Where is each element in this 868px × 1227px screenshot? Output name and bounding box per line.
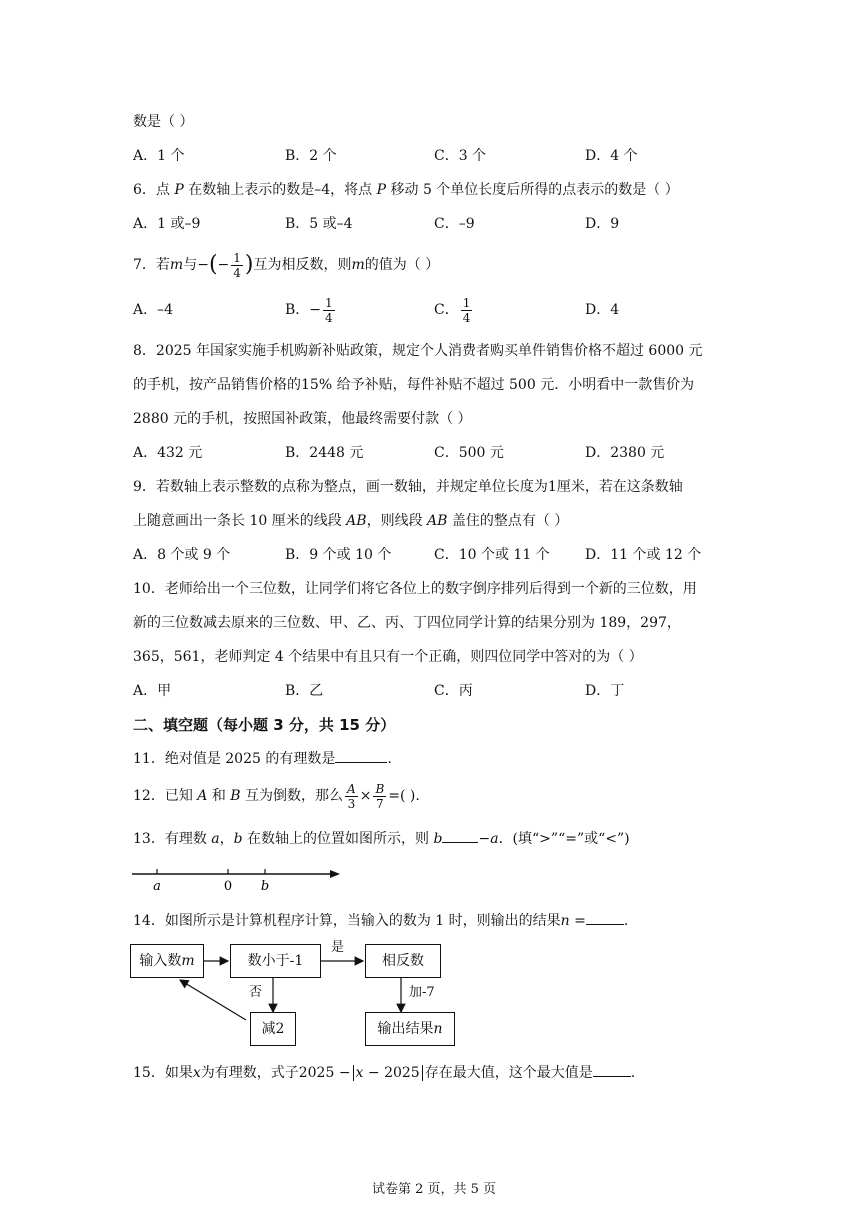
page-footer: 试卷第 2 页，共 5 页 — [371, 1182, 497, 1197]
q8-line-3: 2880 元的手机，按照国补政策，他最终需要付款（ ） — [133, 411, 472, 427]
axis-label-b: b — [260, 879, 270, 894]
q8-line-2: 的手机，按产品销售价格的15% 给予补贴，每件补贴不超过 500 元．小明看中一款售价为 — [133, 377, 695, 393]
q5-option-c: C．3 个 — [434, 148, 487, 164]
flow-output-box: 输出结果n — [365, 1012, 455, 1046]
q10-line-1: 10．老师给出一个三位数，让同学们将它各位上的数字倒序排列后得到一个新的三位数，用 — [133, 581, 697, 597]
q9-option-b: B．9 个或 10 个 — [285, 547, 392, 563]
q5-stem: 数是（ ） — [133, 114, 194, 130]
q7-option-c: C． $\frac{1}{4}$ — [434, 295, 471, 325]
flow-opposite-box: 相反数 — [365, 944, 441, 978]
q8-option-a: A．432 元 — [133, 445, 203, 461]
q9-line-1: 9．若数轴上表示整数的点称为整点，画一数轴，并规定单位长度为1厘米，若在这条数轴 — [133, 479, 683, 495]
flow-input-box: 输入数m — [130, 944, 204, 978]
q15-absolute-value: x − 2025 — [353, 1065, 423, 1081]
q9-line-2: 上随意画出一条长 10 厘米的线段 AB，则线段 AB 盖住的整点有（ ） — [133, 513, 569, 529]
q8-line-1: 8．2025 年国家实施手机购新补贴政策，规定个人消费者购买单件销售价格不超过 6000 元 — [133, 343, 703, 359]
flow-label-add: 加-7 — [409, 985, 435, 1000]
q9-option-c: C．10 个或 11 个 — [434, 547, 550, 563]
q11-answer-blank — [335, 762, 387, 763]
q10-line-3: 365，561，老师判定 4 个结果中有且只有一个正确，则四位同学中答对的为（ ） — [133, 649, 643, 665]
q9-option-a: A．8 个或 9 个 — [133, 547, 231, 563]
q7-option-d: D．4 — [585, 302, 620, 318]
q15-answer-blank — [593, 1076, 631, 1077]
q12-stem: 12．已知 A 和 B 互为倒数，那么 $\frac{A}{3}$ × $\frac{B}{7}$ =( ). — [133, 781, 420, 811]
q9-option-d: D．11 个或 12 个 — [585, 547, 702, 563]
axis-label-zero: 0 — [223, 879, 233, 894]
axis-label-a: a — [153, 879, 161, 894]
flow-label-yes: 是 — [331, 940, 345, 955]
q10-option-b: B．乙 — [285, 683, 324, 699]
q6-option-b: B．5 或–4 — [285, 216, 353, 232]
q10-option-d: D．丁 — [585, 683, 625, 699]
q6-option-d: D．9 — [585, 216, 620, 232]
q7-option-b: B．− $\frac{1}{4}$ — [285, 295, 333, 325]
q6-stem: 6．点 P 在数轴上表示的数是–4，将点 P 移动 5 个单位长度后所得的点表示的数是（ ） — [133, 182, 679, 198]
q5-option-b: B．2 个 — [285, 148, 337, 164]
q10-option-c: C．丙 — [434, 683, 473, 699]
q13-number-line — [128, 862, 348, 896]
q6-option-a: A．1 或–9 — [133, 216, 201, 232]
q14-answer-blank — [586, 924, 624, 925]
flow-compare-box: 数小于-1 — [230, 944, 321, 978]
q15-stem: 15．如果x为有理数，式子2025 − x − 2025 存在最大值，这个最大值是 . — [133, 1065, 636, 1081]
q5-option-d: D．4 个 — [585, 148, 638, 164]
q10-line-2: 新的三位数减去原来的三位数、甲、乙、丙、丁四位同学计算的结果分别为 189，297， — [133, 615, 681, 631]
q8-option-c: C．500 元 — [434, 445, 504, 461]
q11-stem: 11．绝对值是 2025 的有理数是 . — [133, 751, 392, 767]
q8-option-d: D．2380 元 — [585, 445, 665, 461]
flow-label-no: 否 — [249, 985, 263, 1000]
q8-option-b: B．2448 元 — [285, 445, 364, 461]
q13-stem: 13．有理数 a，b 在数轴上的位置如图所示，则 b −a．(填“>”“=”或“<”) — [133, 831, 630, 847]
q7-fraction: $\frac{1}{4}$ — [233, 250, 241, 280]
q5-option-a: A．1 个 — [133, 148, 185, 164]
q6-option-c: C．–9 — [434, 216, 475, 232]
q7-option-a: A．–4 — [133, 302, 174, 318]
q10-option-a: A．甲 — [133, 683, 172, 699]
section-title: 二、填空题（每小题 3 分，共 15 分） — [133, 716, 396, 734]
q13-answer-blank — [442, 842, 478, 843]
q14-stem: 14．如图所示是计算机程序计算，当输入的数为 1 时，则输出的结果n = . — [133, 913, 629, 929]
flow-minus2-box: 减2 — [250, 1012, 296, 1046]
q7-stem: 7．若m与−(− $\frac{1}{4}$ )互为相反数，则m的值为（ ） — [133, 250, 440, 280]
